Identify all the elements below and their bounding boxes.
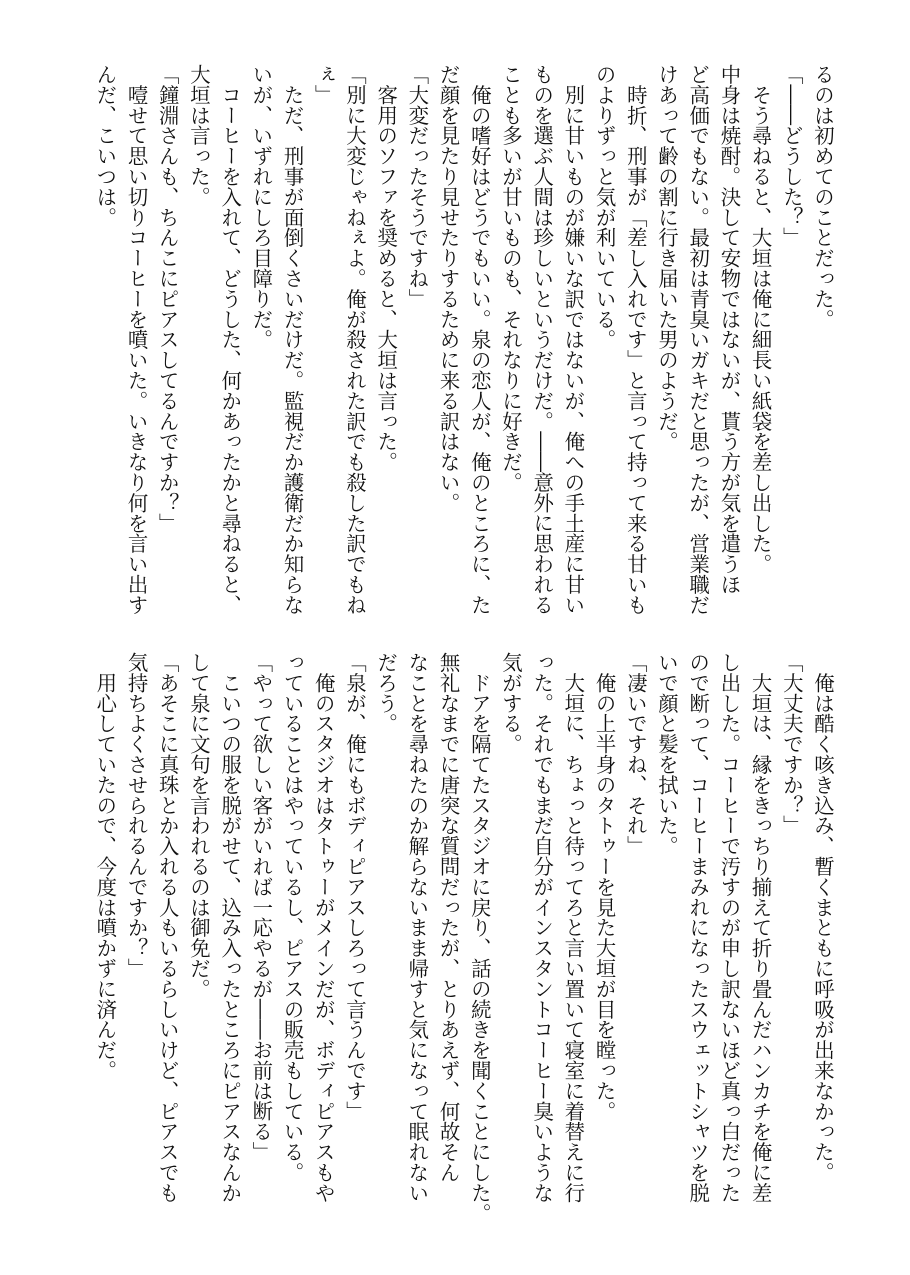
text-line: 「凄いですね、それ」 [623, 652, 648, 856]
text-line: なことを尋ねたのか解らないまま帰すと気になって眠れない [405, 652, 430, 1203]
text-line: 気持ちよくさせられるんですか？」 [124, 652, 149, 979]
text-line: そう尋ねると、大垣は俺に細長い紙袋を差し出した。 [748, 64, 773, 574]
text-line: 用心していたので、今度は噴かずに済んだ。 [93, 652, 118, 1081]
text-line: ことも多いが甘いものも、それなりに好きだ。 [498, 64, 523, 493]
text-line: ただ、刑事が面倒くさいだけだ。監視だか護衛だか知らな [280, 64, 305, 615]
text-line: いで顔と髪を拭いた。 [654, 652, 679, 856]
text-line: 中身は焼酎。決して安物ではないが、貰う方が気を遣うほ [717, 64, 742, 595]
text-line: 噎せて思い切りコーヒーを噴いた。いきなり何を言い出す [124, 64, 149, 615]
text-line: 大垣は、縁をきっちり揃えて折り畳んだハンカチを俺に差 [748, 652, 773, 1203]
text-line: っていることはやっているし、ピアスの販売もしている。 [280, 652, 305, 1183]
text-line: んだ、こいつは。 [93, 64, 118, 228]
text-line: いが、いずれにしろ目障りだ。 [249, 64, 274, 350]
text-line: 別に甘いものが嫌いな訳ではないが、俺への手土産に甘い [561, 64, 586, 615]
text-line: 「大変だったそうですね」 [405, 64, 430, 309]
text-line: けあって齢の割に行き届いた男のようだ。 [654, 64, 679, 452]
text-line: 大垣に、ちょっと待ってろと言い置いて寝室に着替えに行 [561, 652, 586, 1203]
text-line: 大垣は言った。 [186, 64, 211, 207]
text-block-top [78, 64, 838, 624]
text-line: 「やって欲しい客がいれば一応やるが――お前は断る」 [249, 652, 274, 1162]
text-line: コーヒーを入れて、どうした、何かあったかと尋ねると、 [218, 64, 243, 615]
text-line: して泉に文句を言われるのは御免だ。 [186, 652, 211, 999]
text-line: 俺は酷く咳き込み、暫くまともに呼吸が出来なかった。 [811, 652, 835, 1183]
text-line: ぇ」 [311, 64, 336, 105]
text-line: 俺の上半身のタトゥーを見た大垣が目を瞠った。 [592, 652, 617, 1122]
text-line: るのは初めてのことだった。 [811, 64, 835, 330]
text-line: った。それでもまだ自分がインスタントコーヒー臭いような [530, 652, 555, 1203]
text-line: だろう。 [374, 652, 399, 734]
text-line: 時折、刑事が「差し入れです」と言って持って来る甘いも [623, 64, 648, 615]
text-line: 客用のソファを奨めると、大垣は言った。 [374, 64, 399, 472]
text-line: 無礼なまでに唐突な質問だったが、とりあえず、何故そん [436, 652, 461, 1183]
text-line: ど高価でもない。最初は青臭いガキだと思ったが、営業職だ [686, 64, 711, 615]
text-line: のよりずっと気が利いている。 [592, 64, 617, 350]
text-line: 俺のスタジオはタトゥーがメインだが、ボディピアスもや [311, 652, 336, 1203]
text-line: 「――どうした？」 [779, 64, 804, 248]
text-line: ドアを隔てたスタジオに戻り、話の続きを聞くことにした。 [467, 652, 492, 1224]
text-line: ので断って、コーヒーまみれになったスウェットシャツを脱 [686, 652, 711, 1203]
text-line: 「泉が、俺にもボディピアスしろって言うんです」 [342, 652, 367, 1122]
text-line: 俺の嗜好はどうでもいい。泉の恋人が、俺のところに、た [467, 64, 492, 615]
text-line: 「鐘淵さんも、ちんこにピアスしてるんですか？」 [155, 64, 180, 534]
text-line: 「別に大変じゃねぇよ。俺が殺された訳でも殺した訳でもね [342, 64, 367, 615]
text-line: だ顔を見たり見せたりするために来る訳はない。 [436, 64, 461, 513]
text-line: 「大丈夫ですか？」 [779, 652, 804, 836]
text-line: し出した。コーヒーで汚すのが申し訳ないほど真っ白だった [717, 652, 742, 1203]
text-line: 「あそこに真珠とか入れる人もいるらしいけど、ピアスでも [155, 652, 180, 1203]
text-block-bottom [78, 652, 838, 1224]
text-line: 気がする。 [498, 652, 523, 754]
text-line: こいつの服を脱がせて、込み入ったところにピアスなんか [218, 652, 243, 1203]
text-line: ものを選ぶ人間は珍しいというだけだ。――意外に思われる [530, 64, 555, 615]
